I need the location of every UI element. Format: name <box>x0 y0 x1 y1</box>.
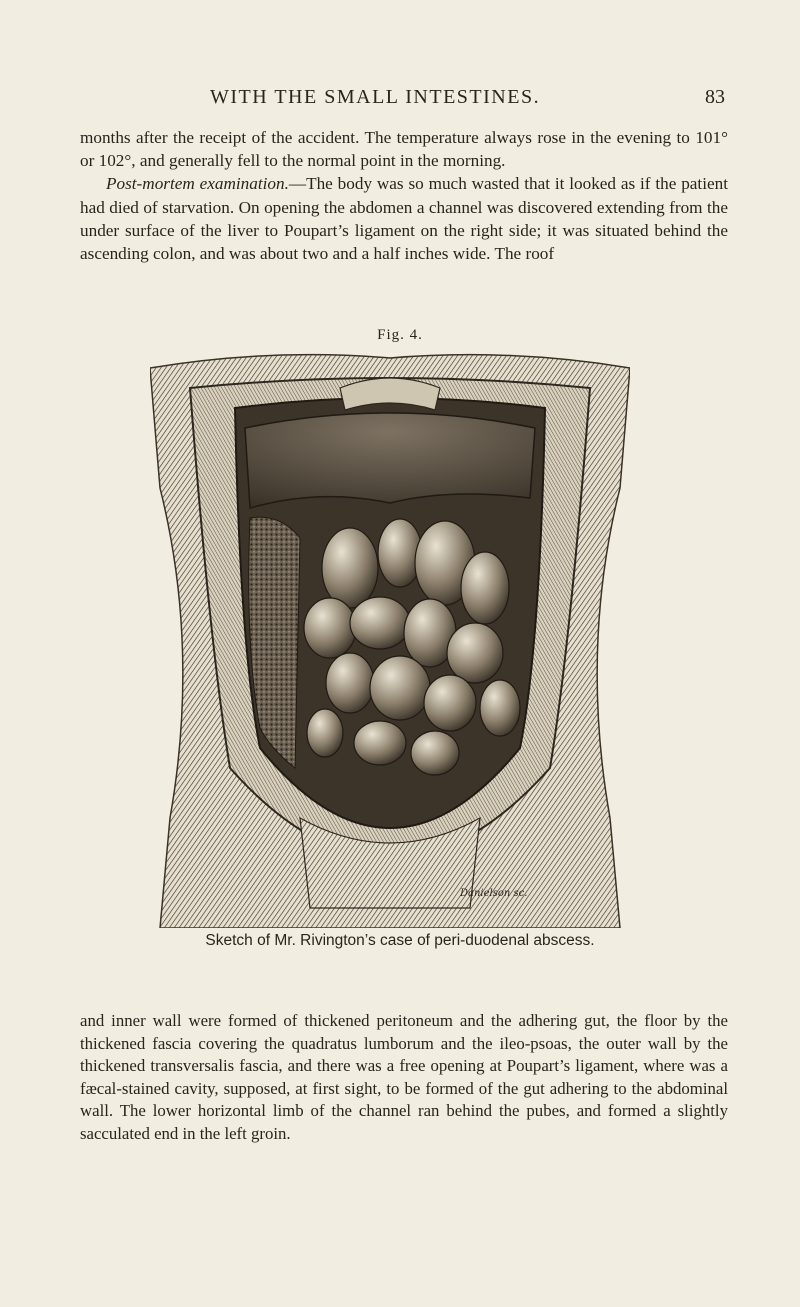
paragraph-temperature: months after the receipt of the accident. The temperature always rose in the evening to 101° or 102°, and generally fell to the normal point in the morning. <box>80 128 728 171</box>
page-number: 83 <box>705 86 725 108</box>
paragraph-post-mortem <box>80 172 728 265</box>
figure-label: Fig. 4. <box>377 327 423 343</box>
page-header <box>80 86 725 116</box>
figure-caption: Sketch of Mr. Rivington’s case of peri-duodenal abscess. <box>205 932 595 949</box>
engraver-signature: Danielson sc. <box>460 888 528 899</box>
running-title: WITH THE SMALL INTESTINES. <box>210 86 541 108</box>
anatomical-illustration <box>150 348 630 928</box>
paragraph-channel-walls: and inner wall were formed of thickened peritoneum and the adhering gut, the floor by the thickened fascia covering the quadratus lumborum and the ileo-psoas, the outer wall by the thickened transversalis fascia, and there was a free opening at Poupart’s ligament, where was a fæcal-stained cavity, supposed, at first sight, to be formed of the gut adhering to the abdominal wall. The lower horizontal limb of the channel ran behind the pubes, and formed a slightly sacculated end in the left groin. <box>80 1011 728 1143</box>
top-text-block <box>80 126 728 265</box>
bottom-text-block <box>80 1010 728 1145</box>
post-mortem-body: —The body was so much wasted that it looked as if the patient had died of starvation. On opening the abdomen a channel was discovered extending from the under surface of the liver to Poupart’s ligament on the right side; it was situated behind the ascending colon, and was about two and a half inches wide. The roof <box>80 174 728 264</box>
post-mortem-heading: Post-mortem examination. <box>106 174 289 194</box>
